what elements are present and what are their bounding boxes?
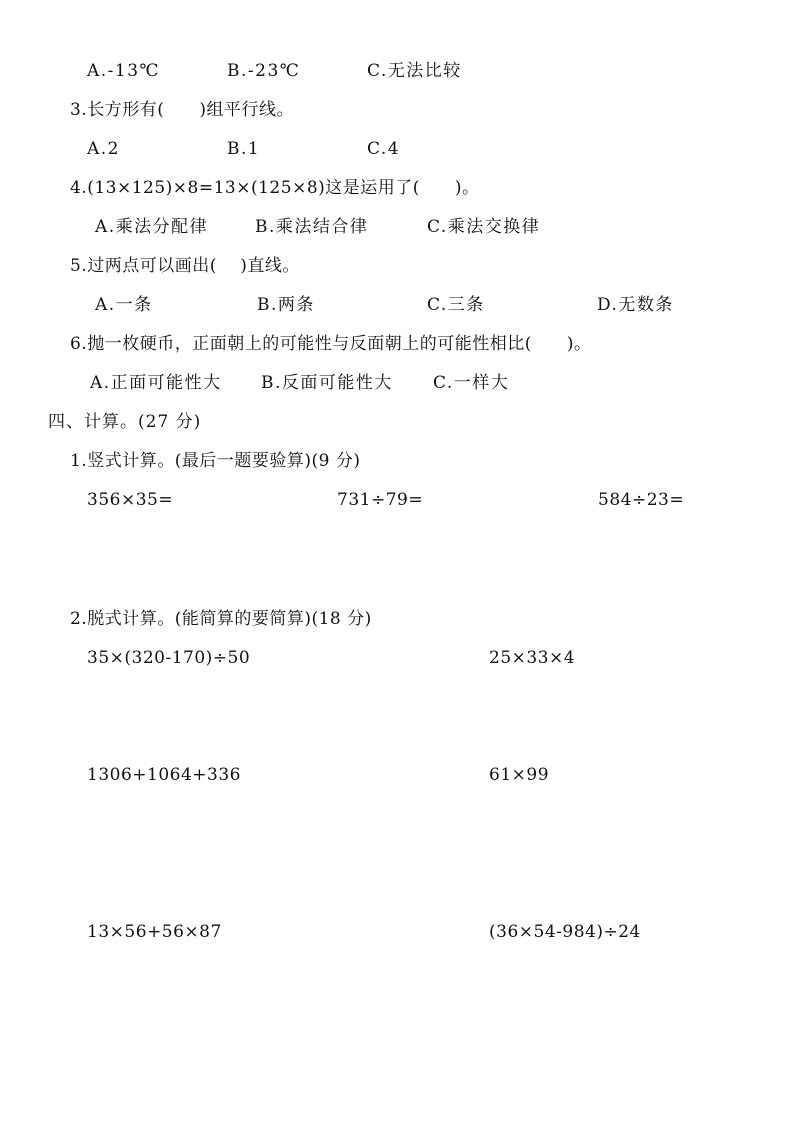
q4-option-c: C.乘法交换律 <box>427 217 541 237</box>
step-calc-3: 1306+1064+336 <box>87 765 241 785</box>
q2-option-a: A.-13℃ <box>87 61 161 81</box>
q3-option-b: B.1 <box>227 139 261 159</box>
q4-option-a: A.乘法分配律 <box>95 217 209 237</box>
q2-option-c: C.无法比较 <box>367 61 462 81</box>
q5-option-a: A.一条 <box>95 295 153 315</box>
step-calc-1: 35×(320-170)÷50 <box>87 648 251 668</box>
part-2-title: 2.脱式计算。(能简算的要简算)(18 分) <box>70 609 372 629</box>
q5-option-d: D.无数条 <box>597 295 674 315</box>
q2-option-b: B.-23℃ <box>227 61 301 81</box>
q5-option-c: C.三条 <box>427 295 485 315</box>
q6-stem: 6.抛一枚硬币，正面朝上的可能性与反面朝上的可能性相比( )。 <box>70 334 592 354</box>
step-calc-6: (36×54-984)÷24 <box>489 922 641 942</box>
q4-option-b: B.乘法结合律 <box>255 217 369 237</box>
q5-stem: 5.过两点可以画出( )直线。 <box>70 256 300 276</box>
vertical-calc-2: 731÷79= <box>337 490 424 510</box>
q6-option-a: A.正面可能性大 <box>90 373 222 393</box>
vertical-calc-1: 356×35= <box>87 490 174 510</box>
q3-option-c: C.4 <box>367 139 401 159</box>
step-calc-2: 25×33×4 <box>489 648 576 668</box>
q3-option-a: A.2 <box>87 139 120 159</box>
part-1-title: 1.竖式计算。(最后一题要验算)(9 分) <box>70 451 361 471</box>
q3-stem: 3.长方形有( )组平行线。 <box>70 100 294 120</box>
step-calc-4: 61×99 <box>489 765 550 785</box>
vertical-calc-3: 584÷23= <box>598 490 685 510</box>
q6-option-b: B.反面可能性大 <box>261 373 393 393</box>
q6-option-c: C.一样大 <box>433 373 510 393</box>
section-4-heading: 四、计算。(27 分) <box>48 412 202 432</box>
step-calc-5: 13×56+56×87 <box>87 922 222 942</box>
q5-option-b: B.两条 <box>257 295 315 315</box>
q4-stem: 4.(13×125)×8=13×(125×8)这是运用了( )。 <box>70 178 480 198</box>
